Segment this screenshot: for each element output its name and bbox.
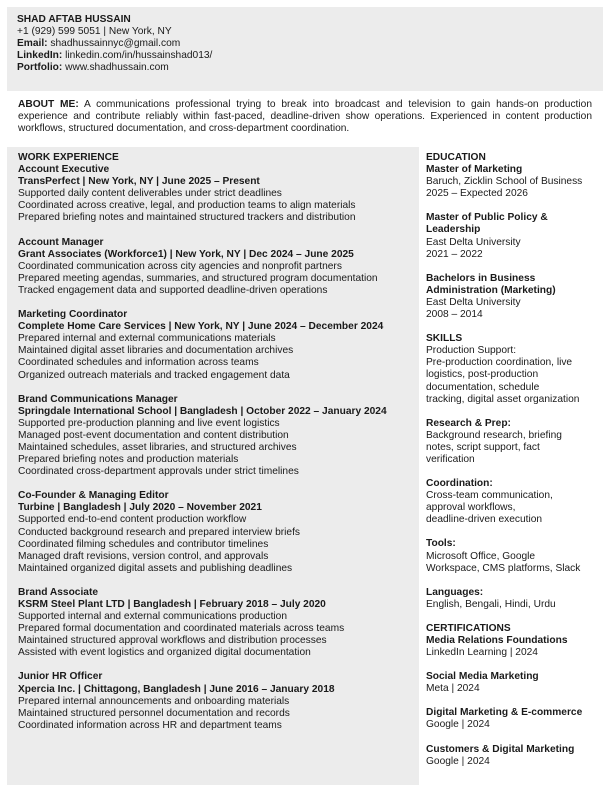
certifications-heading: CERTIFICATIONS: [426, 622, 511, 634]
job-bullet: Prepared internal announcements and onboarding materials: [18, 695, 290, 707]
job-bullet: Supported daily content deliverables under strict deadlines: [18, 188, 282, 200]
skill-detail: Background research, briefing: [426, 429, 562, 441]
job-bullet: Prepared briefing notes and production materials: [18, 454, 239, 466]
job-bullet: Prepared meeting agendas, summaries, and structured program documentation: [18, 272, 378, 284]
job-title: Brand Communications Manager: [18, 393, 178, 405]
education-detail: 2008 – 2014: [426, 309, 483, 321]
skill-detail: tracking, digital asset organization: [426, 393, 580, 405]
skill-group: [426, 418, 606, 466]
certification-source: LinkedIn Learning | 2024: [426, 647, 538, 659]
linkedin-label: LinkedIn:: [17, 50, 63, 62]
skill-group: [426, 538, 606, 574]
skill-label: Languages:: [426, 586, 484, 598]
sidebar: [426, 147, 606, 780]
about-text: A communications professional trying to break into broadcast and television to gain hands-on production experience and contribute reliably within fast-paced, deadline-driven show operations. Experienced in content production workflows, structured documentation, and cross-department coordination.: [18, 99, 592, 135]
skill-detail: Cross-team communication,: [426, 490, 553, 502]
job-entry: [18, 671, 408, 731]
certification-source: Google | 2024: [426, 755, 490, 767]
skill-group: [426, 478, 606, 526]
job-title: Junior HR Officer: [18, 671, 103, 683]
degree-name: Administration (Marketing): [426, 284, 556, 296]
job-bullet: Coordinated schedules and information across teams: [18, 357, 259, 369]
skill-detail: approval workflows,: [426, 502, 516, 514]
degree-name: Master of Marketing: [426, 164, 523, 176]
job-bullet: Prepared briefing notes and maintained structured trackers and distribution: [18, 212, 356, 224]
certification-entry: [426, 635, 606, 659]
job-bullet: Supported internal and external communications production: [18, 611, 287, 623]
skill-detail: logistics, post-production: [426, 369, 539, 381]
job-bullet: Conducted background research and prepared interview briefs: [18, 526, 301, 538]
job-bullet: Coordinated communication across city agencies and nonprofit partners: [18, 260, 342, 272]
certification-name: Customers & Digital Marketing: [426, 743, 575, 755]
job-entry: [18, 309, 408, 382]
job-bullet: Tracked engagement data and supported deadline-driven operations: [18, 284, 328, 296]
portfolio-label: Portfolio:: [17, 62, 63, 74]
skills-list: [426, 345, 606, 611]
job-company-line: Grant Associates (Workforce1) | New York, NY | Dec 2024 – June 2025: [18, 248, 354, 260]
degree-name: Master of Public Policy &: [426, 212, 548, 224]
job-bullet: Assisted with event logistics and organized digital documentation: [18, 647, 311, 659]
job-bullet: Prepared formal documentation and coordinated materials across teams: [18, 623, 345, 635]
skill-detail: notes, script support, fact: [426, 441, 540, 453]
header: [7, 7, 603, 91]
linkedin-value[interactable]: linkedin.com/in/hussainshad013/: [65, 50, 213, 62]
certification-entry: [426, 707, 606, 731]
email-line: [17, 38, 593, 50]
job-bullet: Prepared internal and external communications materials: [18, 333, 276, 345]
job-entry: [18, 587, 408, 660]
skills-heading: SKILLS: [426, 333, 463, 345]
candidate-name: SHAD AFTAB HUSSAIN: [17, 14, 131, 25]
linkedin-line: [17, 50, 593, 62]
portfolio-line: [17, 62, 593, 74]
education-detail: East Delta University: [426, 236, 521, 248]
skill-group: [426, 345, 606, 405]
job-bullet: Maintained digital asset libraries and documentation archives: [18, 345, 294, 357]
job-bullet: Supported pre-production planning and live event logistics: [18, 417, 280, 429]
job-title: Marketing Coordinator: [18, 309, 128, 321]
job-entry: [18, 164, 408, 224]
certification-entry: [426, 744, 606, 768]
certification-entry: [426, 671, 606, 695]
education-detail: Baruch, Zicklin School of Business: [426, 176, 583, 188]
education-entry: [426, 212, 606, 260]
portfolio-value[interactable]: www.shadhussain.com: [65, 62, 169, 74]
skill-detail: Workspace, CMS platforms, Slack: [426, 562, 581, 574]
job-bullet: Coordinated across creative, legal, and production teams to align materials: [18, 200, 356, 212]
job-bullet: Managed post-event documentation and content distribution: [18, 429, 289, 441]
job-bullet: Supported end-to-end content production workflow: [18, 514, 247, 526]
education-entry: [426, 273, 606, 321]
work-experience-section: [7, 147, 419, 785]
email-value[interactable]: shadhussainnyc@gmail.com: [50, 38, 181, 50]
certifications-list: [426, 635, 606, 768]
job-bullet: Coordinated cross-department approvals under strict timelines: [18, 466, 299, 478]
job-list: [18, 164, 408, 732]
job-title: Co-Founder & Managing Editor: [18, 490, 169, 502]
degree-name: Bachelors in Business: [426, 272, 536, 284]
job-bullet: Managed draft revisions, version control, and approvals: [18, 550, 269, 562]
skill-detail: English, Bengali, Hindi, Urdu: [426, 598, 556, 610]
skill-group: [426, 587, 606, 611]
skill-detail: Pre-production coordination, live: [426, 357, 573, 369]
skill-detail: documentation, schedule: [426, 381, 540, 393]
skill-label: Research & Prep:: [426, 417, 511, 429]
job-bullet: Maintained schedules, asset libraries, and structured archives: [18, 441, 297, 453]
skill-label: Tools:: [426, 538, 456, 550]
education-entry: [426, 164, 606, 200]
job-title: Account Executive: [18, 164, 110, 176]
education-list: [426, 164, 606, 321]
job-company-line: TransPerfect | New York, NY | June 2025 – Present: [18, 176, 260, 188]
skill-detail: deadline-driven execution: [426, 514, 543, 526]
job-company-line: Xpercia Inc. | Chittagong, Bangladesh | June 2016 – January 2018: [18, 683, 335, 695]
job-bullet: Maintained structured approval workflows and distribution processes: [18, 635, 327, 647]
job-entry: [18, 394, 408, 479]
education-heading: EDUCATION: [426, 152, 486, 163]
job-title: Brand Associate: [18, 586, 99, 598]
certification-name: Digital Marketing & E-commerce: [426, 707, 583, 719]
job-company-line: Turbine | Bangladesh | July 2020 – November 2021: [18, 502, 262, 514]
job-company-line: Complete Home Care Services | New York, NY | June 2024 – December 2024: [18, 321, 384, 333]
skill-label: Coordination:: [426, 478, 493, 490]
skill-label: Production Support:: [426, 345, 517, 357]
job-bullet: Coordinated information across HR and department teams: [18, 719, 282, 731]
job-bullet: Maintained structured personnel documentation and records: [18, 707, 290, 719]
education-detail: 2025 – Expected 2026: [426, 188, 528, 200]
email-label: Email:: [17, 38, 48, 50]
education-detail: 2021 – 2022: [426, 248, 483, 260]
job-title: Account Manager: [18, 236, 104, 248]
skill-detail: verification: [426, 453, 475, 465]
certification-source: Google | 2024: [426, 719, 490, 731]
job-entry: [18, 490, 408, 575]
job-bullet: Organized outreach materials and tracked engagement data: [18, 369, 290, 381]
skill-detail: Microsoft Office, Google: [426, 550, 536, 562]
job-entry: [18, 237, 408, 297]
education-detail: East Delta University: [426, 296, 521, 308]
certification-source: Meta | 2024: [426, 683, 480, 695]
job-company-line: Springdale International School | Bangladesh | October 2022 – January 2024: [18, 405, 387, 417]
job-bullet: Maintained organized digital assets and publishing deadlines: [18, 562, 293, 574]
about-section: [18, 99, 592, 135]
about-label: ABOUT ME:: [18, 99, 79, 110]
job-company-line: KSRM Steel Plant LTD | Bangladesh | February 2018 – July 2020: [18, 599, 326, 610]
certification-name: Media Relations Foundations: [426, 635, 568, 646]
degree-name: Leadership: [426, 224, 481, 236]
work-heading: WORK EXPERIENCE: [18, 152, 119, 163]
certification-name: Social Media Marketing: [426, 671, 539, 683]
contact-line: +1 (929) 599 5051 | New York, NY: [17, 26, 172, 38]
job-bullet: Coordinated filming schedules and contributor timelines: [18, 538, 269, 550]
